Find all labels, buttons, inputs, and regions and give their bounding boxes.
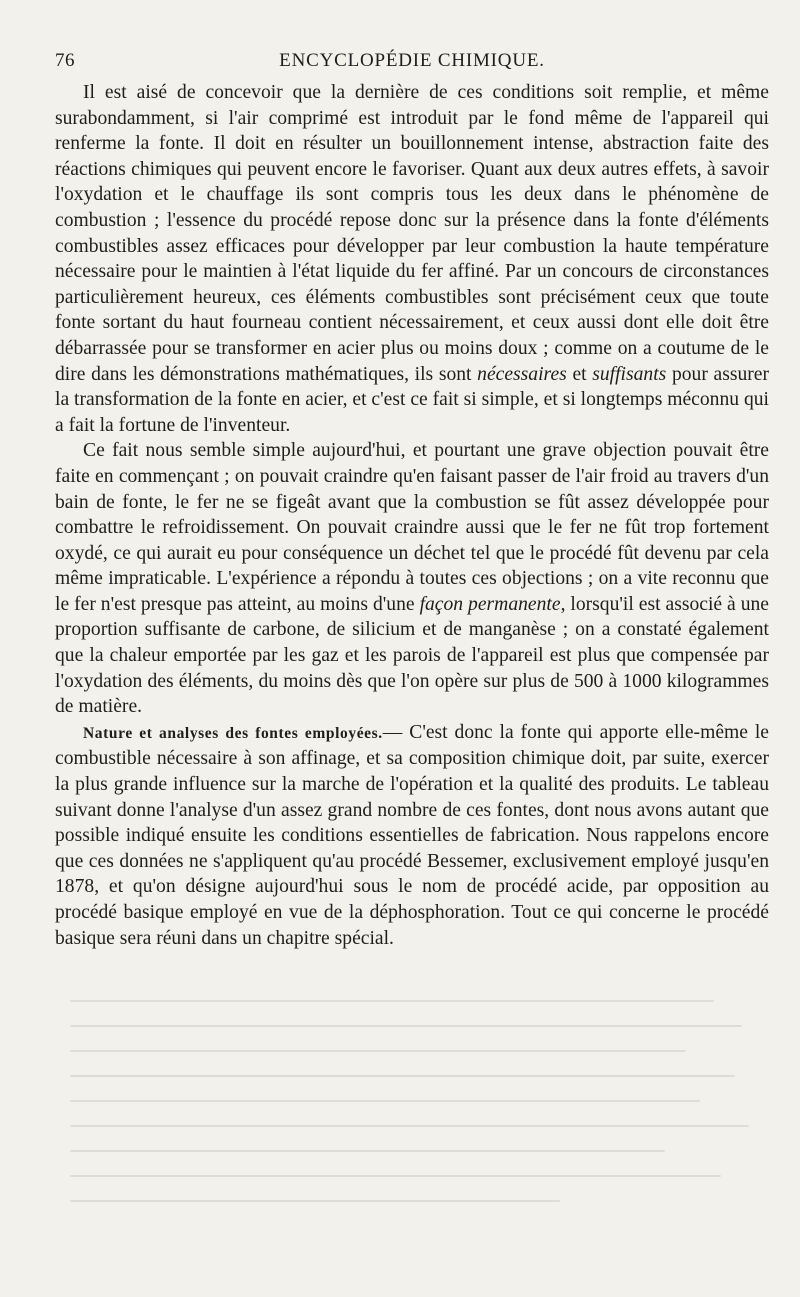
body-text [55, 80, 769, 951]
emphasis-facon-permanente: façon permanente [419, 593, 561, 615]
emphasis-suffisants: suffisants [592, 363, 667, 385]
paragraph-1-text: Il est aisé de concevoir que la dernière de ces conditions soit remplie, et même surabondamment, si l'air comprimé est introduit par le fond même de l'appareil qui renferme la fonte. Il doit en résulter un bouillonnement intense, abstraction faite des réactions chimiques qui peuvent encore le favoriser. Quant aux deux autres effets, à savoir l'oxydation et le chauffage ils sont compris tous les deux dans le phénomène de combustion ; l'essence du procédé repose donc sur la présence dans la fonte d'éléments combustibles assez efficaces pour développer par leur combustion la haute température nécessaire pour le maintien à l'état liquide du fer affiné. Par un concours de circonstances particulièrement heureux, ces éléments combustibles sont précisément ceux que toute fonte sortant du haut fourneau contient nécessairement, et ceux aussi dont elle doit être débarrassée pour se transformer en acier plus ou moins doux ; comme on a coutume de le dire dans les démonstrations mathématiques, ils sont [55, 82, 769, 385]
section-heading: Nature et analyses des fontes employées. [83, 724, 383, 742]
page-number: 76 [55, 50, 75, 71]
emphasis-necessaires: nécessaires [477, 363, 567, 385]
running-title: ENCYCLOPÉDIE CHIMIQUE. [279, 50, 545, 71]
paragraph-3-text: — C'est donc la fonte qui apporte elle-même le combustible nécessaire à son affinage, et sa composition chimique doit, par suite, exercer la plus grande influence sur la marche de l'opération et la qualité des produits. Le tableau suivant donne l'analyse d'un assez grand nombre de ces fontes, dont nous avons autant que possible indiqué ensuite les conditions essentielles de fabrication. Nous rappelons encore que ces données ne s'appliquent qu'au procédé Bessemer, exclusivement employé jusqu'en 1878, et qu'on désigne aujourd'hui sous le nom de procédé acide, par opposition au procédé basique employé en vue de la déphosphoration. Tout ce qui concerne le procédé basique sera réuni dans un chapitre spécial. [55, 721, 769, 949]
paragraph-1-end: pour assurer la transformation de la fonte en acier, et c'est ce fait si simple, et si longtemps méconnu qui a fait la fortune de l'inventeur. [55, 363, 770, 436]
paragraph-3 [55, 720, 769, 951]
paragraph-1-mid: et [566, 363, 593, 385]
bleed-through-shadow [70, 1000, 770, 1250]
paragraph-2-end: , lorsqu'il est associé à une proportion suffisante de carbone, de silicium et de manganèse ; on a constaté également que la chaleur emportée par les gaz et les parois de l'appareil est plus que compensée par l'oxydation des éléments, du moins dès que l'on opère sur plus de 500 à 1000 kilogrammes de matière. [55, 593, 769, 718]
paragraph-2-text: Ce fait nous semble simple aujourd'hui, et pourtant une grave objection pouvait être faite en commençant ; on pouvait craindre qu'en faisant passer de l'air froid au travers d'un bain de fonte, le fer ne se figeât avant que la combustion se fût assez développée pour combattre le refroidissement. On pouvait craindre aussi que le fer ne fût trop fortement oxydé, ce qui aurait eu pour conséquence un déchet tel que le procédé fût devenu par cela même impraticable. L'expérience a répondu à toutes ces objections ; on a vite reconnu que le fer n'est presque pas atteint, au moins d'une [55, 440, 769, 615]
paragraph-1 [55, 80, 769, 438]
page-header [55, 50, 769, 76]
paragraph-2 [55, 438, 769, 720]
